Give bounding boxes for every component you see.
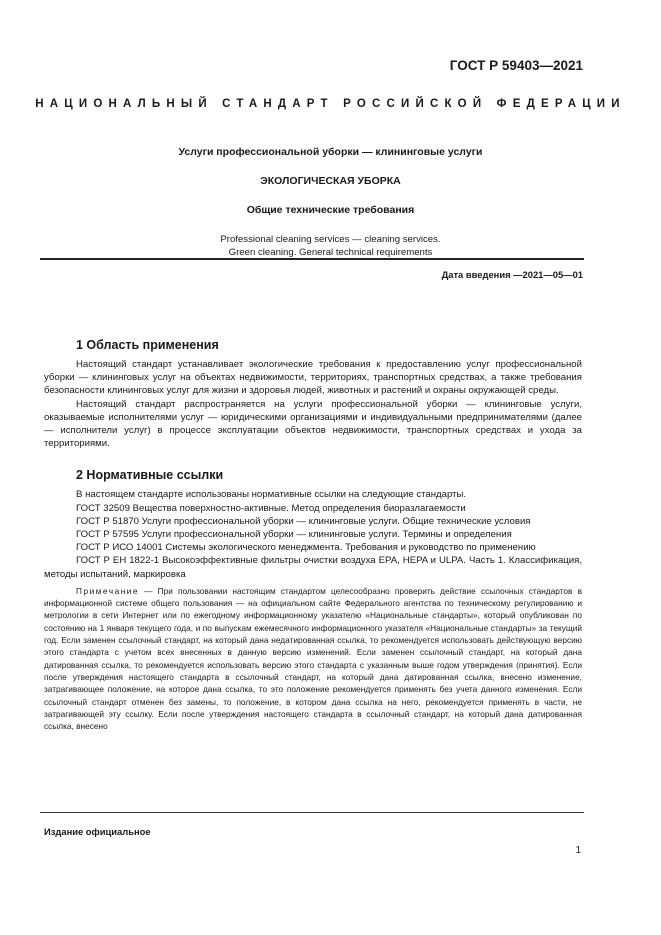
note-label: Примечание (76, 585, 140, 596)
section-1-paragraph-1: Настоящий стандарт устанавливает экологические требования к предоставлению услуг профессиональной уборки — клининговых услуг на объектах недвижимости, территориях, транспортных средствах, а также требования безопасности клининговых услуг для жизни и здоровья людей, животных и растений и охраны окружающей среды. (44, 359, 582, 397)
header-divider (40, 258, 584, 260)
reference-item: ГОСТ Р ЕН 1822-1 Высокоэффективные фильтры очистки воздуха ЕРА, HEPA и ULPA. Часть 1. Классификация, методы испытаний, маркировка (44, 555, 582, 580)
page-number: 1 (575, 845, 581, 856)
note-block (44, 585, 582, 733)
title-services: Услуги профессиональной уборки — клининговые услуги (178, 146, 483, 158)
reference-item: ГОСТ Р 51870 Услуги профессиональной уборки — клининговые услуги. Общие технические условия (76, 515, 531, 527)
reference-item: ГОСТ Р ИСО 14001 Системы экологического менеджмента. Требования и руководство по применению (76, 542, 536, 554)
reference-item: ГОСТ Р 57595 Услуги профессиональной уборки — клининговые услуги. Термины и определения (76, 529, 512, 541)
title-block (0, 146, 661, 259)
section-2-heading: 2 Нормативные ссылки (76, 468, 224, 483)
body-content (44, 338, 582, 732)
title-english-line-1: Professional cleaning services — cleaning services. (220, 234, 441, 245)
national-standard-banner: НАЦИОНАЛЬНЫЙ СТАНДАРТ РОССИЙСКОЙ ФЕДЕРАЦИИ (35, 98, 626, 110)
title-subtitle: Общие технические требования (246, 204, 415, 216)
note-text: — При пользовании настоящим стандартом целесообразно проверить действие ссылочных стандартов в информационной системе общего пользования — на официальном сайте Федерального агентства по техническому регулированию и метрологии в сети Интернет или по ежегодному информационному указателю «Национальные стандарты», который опубликован по состоянию на 1 января текущего года, и по выпускам ежемесячного информационного указателя «Национальные стандарты» за текущий год. Если заменен ссылочный стандарт, на который дана недатированная ссылка, то рекомендуется использовать действующую версию этого стандарта с учетом всех внесенных в данную версию изменений. Если заменен ссылочный стандарт, на который дана датированная ссылка, то рекомендуется использовать версию этого стандарта с указанным выше годом утверждения (принятия). Если после утверждения настоящего стандарта в ссылочный стандарт, на который дана датированная ссылка, внесено изменение, затрагивающее положение, на которое дана ссылка, то это положение рекомендуется применять без учета данного изменения. Если ссылочный стандарт отменен без замены, то положение, в котором дана ссылка на него, рекомендуется применять в части, не затрагивающей эту ссылку. Если после утверждения настоящего стандарта в ссылочный стандарт, на который дана датированная ссылка, внесено (44, 585, 582, 732)
reference-item: ГОСТ 32509 Вещества поверхностно-активные. Метод определения биоразлагаемости (76, 502, 466, 514)
footer-divider (40, 812, 584, 813)
official-edition-label: Издание официальное (44, 826, 151, 837)
section-1-heading: 1 Область применения (76, 338, 219, 352)
section-1-paragraph-2: Настоящий стандарт распространяется на услуги профессиональной уборки — клининговые услуги, оказываемые исполнителями услуг — юридическими организациями и индивидуальными предпринимателями (далее — исполнители услуг) в процессе эксплуатации объектов недвижимости, транспортных средствах и ухода за территориями. (44, 398, 582, 450)
title-main: ЭКОЛОГИЧЕСКАЯ УБОРКА (260, 175, 401, 187)
introduction-date: Дата введения —2021—05—01 (441, 269, 583, 280)
section-2-intro: В настоящем стандарте использованы нормативные ссылки на следующие стандарты. (76, 489, 467, 501)
title-english-line-2: Green cleaning. General technical requirements (228, 247, 433, 258)
title-english (0, 233, 661, 259)
gost-code: ГОСТ Р 59403—2021 (449, 58, 583, 73)
